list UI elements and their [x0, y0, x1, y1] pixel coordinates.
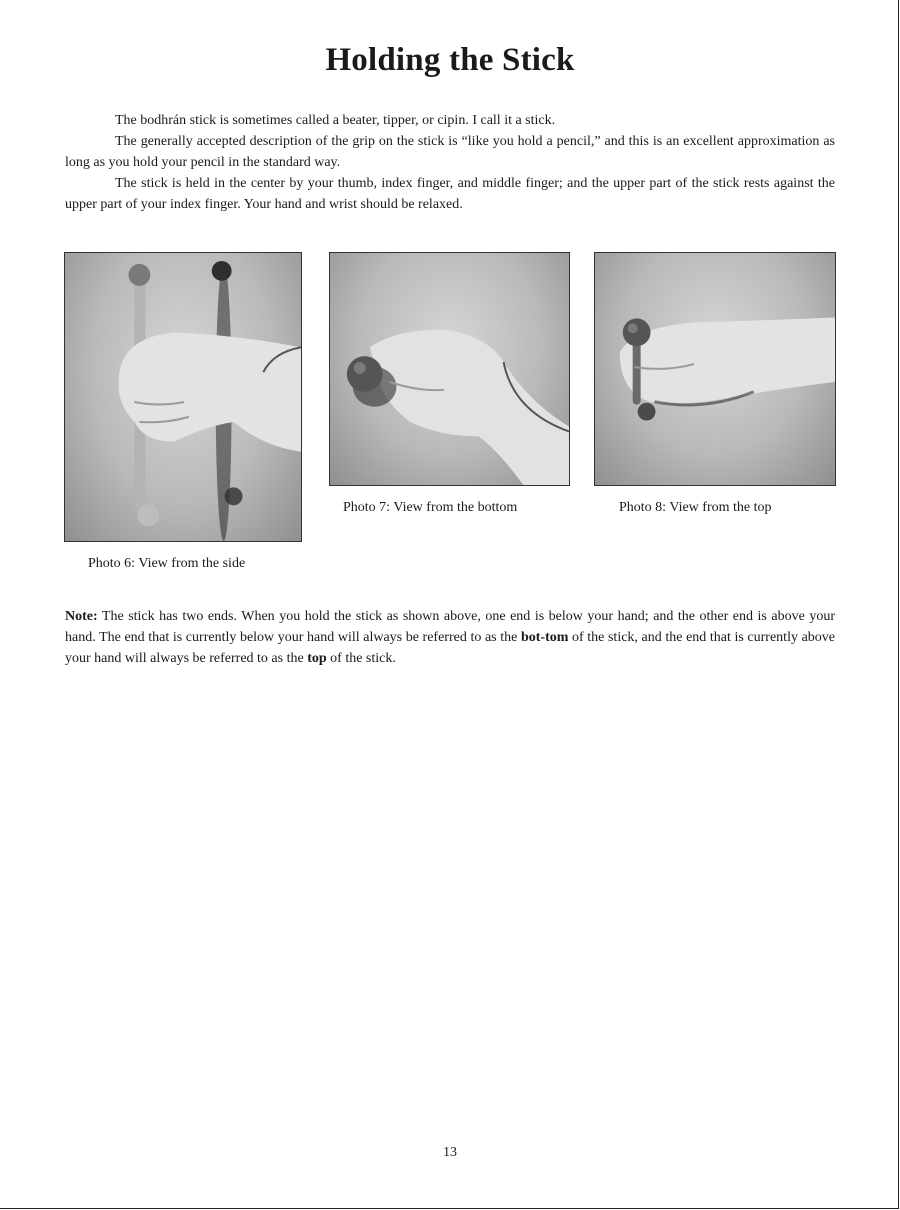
- note-text-2: of the stick, and the end that is currently above your hand will always be referred to as the: [65, 630, 836, 666]
- photo-8-caption: Photo 8: View from the top: [619, 500, 772, 515]
- photo-6-illustration: [65, 253, 301, 541]
- intro-paragraph-2: The generally accepted description of the grip on the stick is “like you hold a pencil,” and this is an excellent approximation as long as you hold your pencil in the standard way.: [65, 134, 835, 170]
- note-paragraph: [65, 606, 835, 669]
- page-number: 13: [443, 1145, 457, 1160]
- photo-7-illustration: [330, 253, 569, 485]
- photo-7-bottom-view: [329, 252, 570, 486]
- page-title: Holding the Stick: [325, 42, 575, 78]
- note-text-1: The stick has two ends. When you hold the stick as shown above, one end is below your hand; and the other end is above your hand. The end that is currently below your hand will always be referred to as the: [65, 609, 835, 645]
- intro-text: [65, 110, 835, 215]
- photo-6-caption: Photo 6: View from the side: [88, 556, 246, 571]
- note-bold-bottom: bot-tom: [520, 630, 569, 645]
- photo-8-top-view: [594, 252, 836, 486]
- intro-paragraph-3: The stick is held in the center by your thumb, index finger, and middle finger; and the upper part of the stick rests against the upper part of your index finger. Your hand and wrist should be relaxed.: [65, 176, 835, 212]
- photo-8-illustration: [595, 253, 835, 485]
- photo-6-side-view: [64, 252, 302, 542]
- note-bold-top: top: [307, 651, 327, 666]
- intro-paragraph-1: The bodhrán stick is sometimes called a beater, tipper, or cipin. I call it a stick.: [115, 113, 556, 128]
- photo-7-caption: Photo 7: View from the bottom: [343, 500, 518, 515]
- note-text-3: of the stick.: [326, 651, 396, 666]
- note-label: Note:: [65, 609, 98, 624]
